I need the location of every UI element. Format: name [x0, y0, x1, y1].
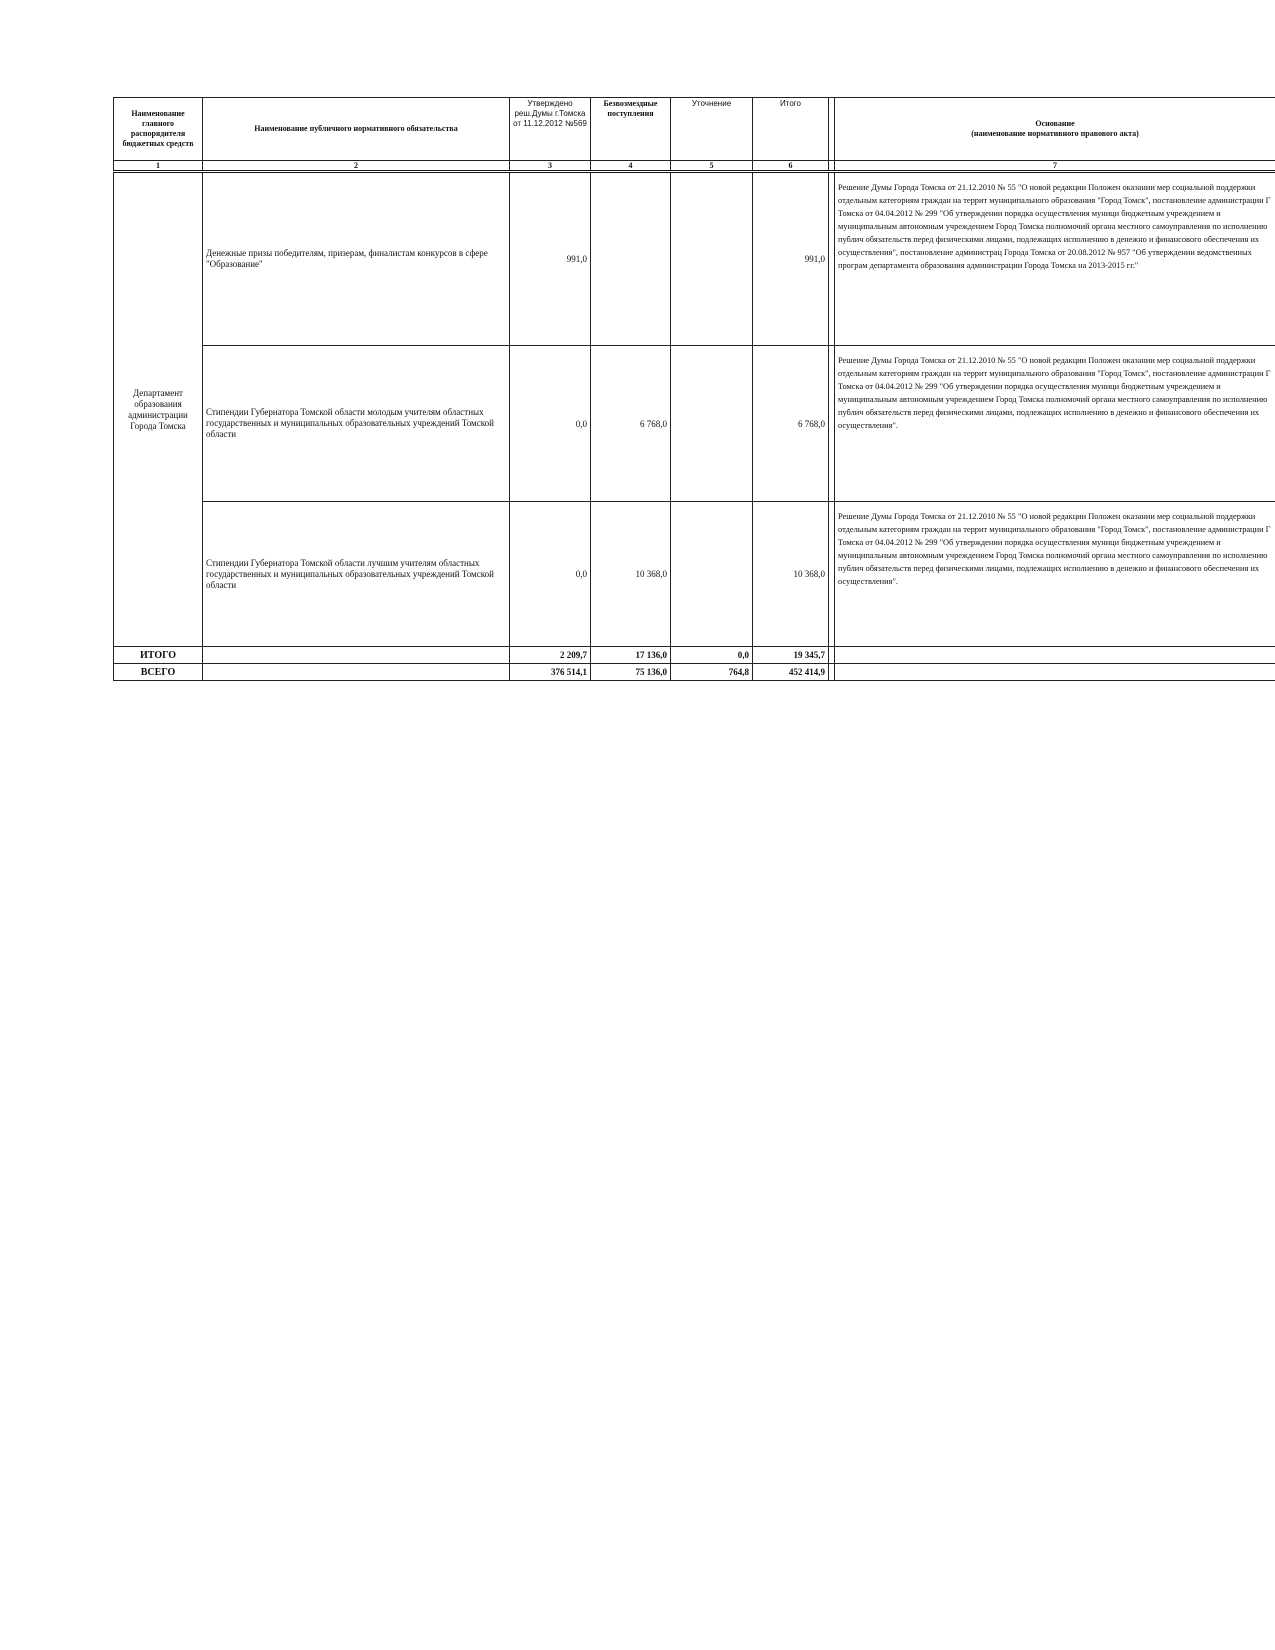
- approved-value: 0,0: [510, 346, 591, 502]
- vsego-grants: 75 136,0: [591, 664, 671, 681]
- itogo-approved: 2 209,7: [510, 647, 591, 664]
- adjustment-value: [671, 502, 753, 647]
- adjustment-value: [671, 172, 753, 346]
- obligations-table: [113, 97, 1275, 681]
- total-value: 6 768,0: [753, 346, 829, 502]
- table-row: [114, 502, 1275, 647]
- grants-value: 6 768,0: [591, 346, 671, 502]
- vsego-adjustment: 764,8: [671, 664, 753, 681]
- header-approved: Утверждено реш.Думы г.Томска от 11.12.2012 №569: [510, 98, 591, 161]
- header-grants: Безвозмездные поступления: [591, 98, 671, 161]
- approved-value: 0,0: [510, 502, 591, 647]
- itogo-total: 19 345,7: [753, 647, 829, 664]
- adjustment-value: [671, 346, 753, 502]
- vsego-row: [114, 664, 1275, 681]
- column-number: 5: [671, 161, 753, 172]
- table-row: [114, 172, 1275, 346]
- basis-text: Решение Думы Города Томска от 21.12.2010 № 55 "О новой редакции Положен оказании мер социальной поддержки отдельным категориям граждан на террит муниципального образования "Город Томск", постановление администрации Г Томска от 04.04.2012 № 299 "Об утверждении порядка осуществления муници бюджетным учреждением и муниципальным автономным учреждением Город Томска полномочий органа местного самоуправления по исполнению публич обязательств перед физическими лицами, подлежащих исполнению в денежно и финансового обеспечения их осуществления".: [835, 502, 1275, 647]
- header-obligation-name: Наименование публичного нормативного обязательства: [203, 98, 510, 161]
- column-number: 4: [591, 161, 671, 172]
- column-number: 1: [114, 161, 203, 172]
- vsego-approved: 376 514,1: [510, 664, 591, 681]
- obligation-name: Стипендии Губернатора Томской области лучшим учителям областных государственных и муниципальных образовательных учреждений Томской области: [203, 502, 510, 647]
- basis-text: Решение Думы Города Томска от 21.12.2010 № 55 "О новой редакции Положен оказании мер социальной поддержки отдельным категориям граждан на террит муниципального образования "Город Томск", постановление администрации Г Томска от 04.04.2012 № 299 "Об утверждении порядка осуществления муници бюджетным учреждением и муниципальным автономным учреждением Город Томска полномочий органа местного самоуправления по исполнению публич обязательств перед физическими лицами, подлежащих исполнению в денежно и финансового обеспечения их осуществления".: [835, 346, 1275, 502]
- header-main-manager: Наименование главного распорядителя бюджетных средств: [114, 98, 203, 161]
- header-adjustment: Уточнение: [671, 98, 753, 161]
- itogo-grants: 17 136,0: [591, 647, 671, 664]
- grants-value: 10 368,0: [591, 502, 671, 647]
- vsego-basis: [835, 664, 1275, 681]
- itogo-basis: [835, 647, 1275, 664]
- total-value: 10 368,0: [753, 502, 829, 647]
- header-basis-subtitle: (наименование нормативного правового акта): [971, 129, 1139, 138]
- vsego-empty: [203, 664, 510, 681]
- header-basis-title: Основание: [1035, 119, 1075, 128]
- table-header-row: [114, 98, 1275, 161]
- header-total: Итого: [753, 98, 829, 161]
- total-value: 991,0: [753, 172, 829, 346]
- column-number: 2: [203, 161, 510, 172]
- basis-text: Решение Думы Города Томска от 21.12.2010 № 55 "О новой редакции Положен оказании мер социальной поддержки отдельным категориям граждан на террит муниципального образования "Город Томск", постановление администрации Г Томска от 04.04.2012 № 299 "Об утверждении порядка осуществления муници бюджетным учреждением и муниципальным автономным учреждением Город Томска полномочий органа местного самоуправления по исполнению публич обязательств перед физическими лицами, подлежащих исполнению в денежно и финансового обеспечения их осуществления", постановление администрац Города Томска от 20.08.2012 № 957 "Об утверждении ведомственных програм департамента образования администрации Города Томска на 2013-2015 гг.": [835, 172, 1275, 346]
- table-row: [114, 346, 1275, 502]
- itogo-adjustment: 0,0: [671, 647, 753, 664]
- itogo-empty: [203, 647, 510, 664]
- header-basis: [835, 98, 1275, 161]
- vsego-total: 452 414,9: [753, 664, 829, 681]
- grants-value: [591, 172, 671, 346]
- department-name: Департамент образования администрации Города Томска: [114, 172, 203, 647]
- itogo-label: ИТОГО: [114, 647, 203, 664]
- vsego-label: ВСЕГО: [114, 664, 203, 681]
- itogo-row: [114, 647, 1275, 664]
- column-number: 6: [753, 161, 829, 172]
- column-number: 7: [835, 161, 1275, 172]
- obligation-name: Стипендии Губернатора Томской области молодым учителям областных государственных и муниципальных образовательных учреждений Томской области: [203, 346, 510, 502]
- obligation-name: Денежные призы победителям, призерам, финалистам конкурсов в сфере "Образование": [203, 172, 510, 346]
- column-number: 3: [510, 161, 591, 172]
- approved-value: 991,0: [510, 172, 591, 346]
- column-number-row: [114, 161, 1275, 172]
